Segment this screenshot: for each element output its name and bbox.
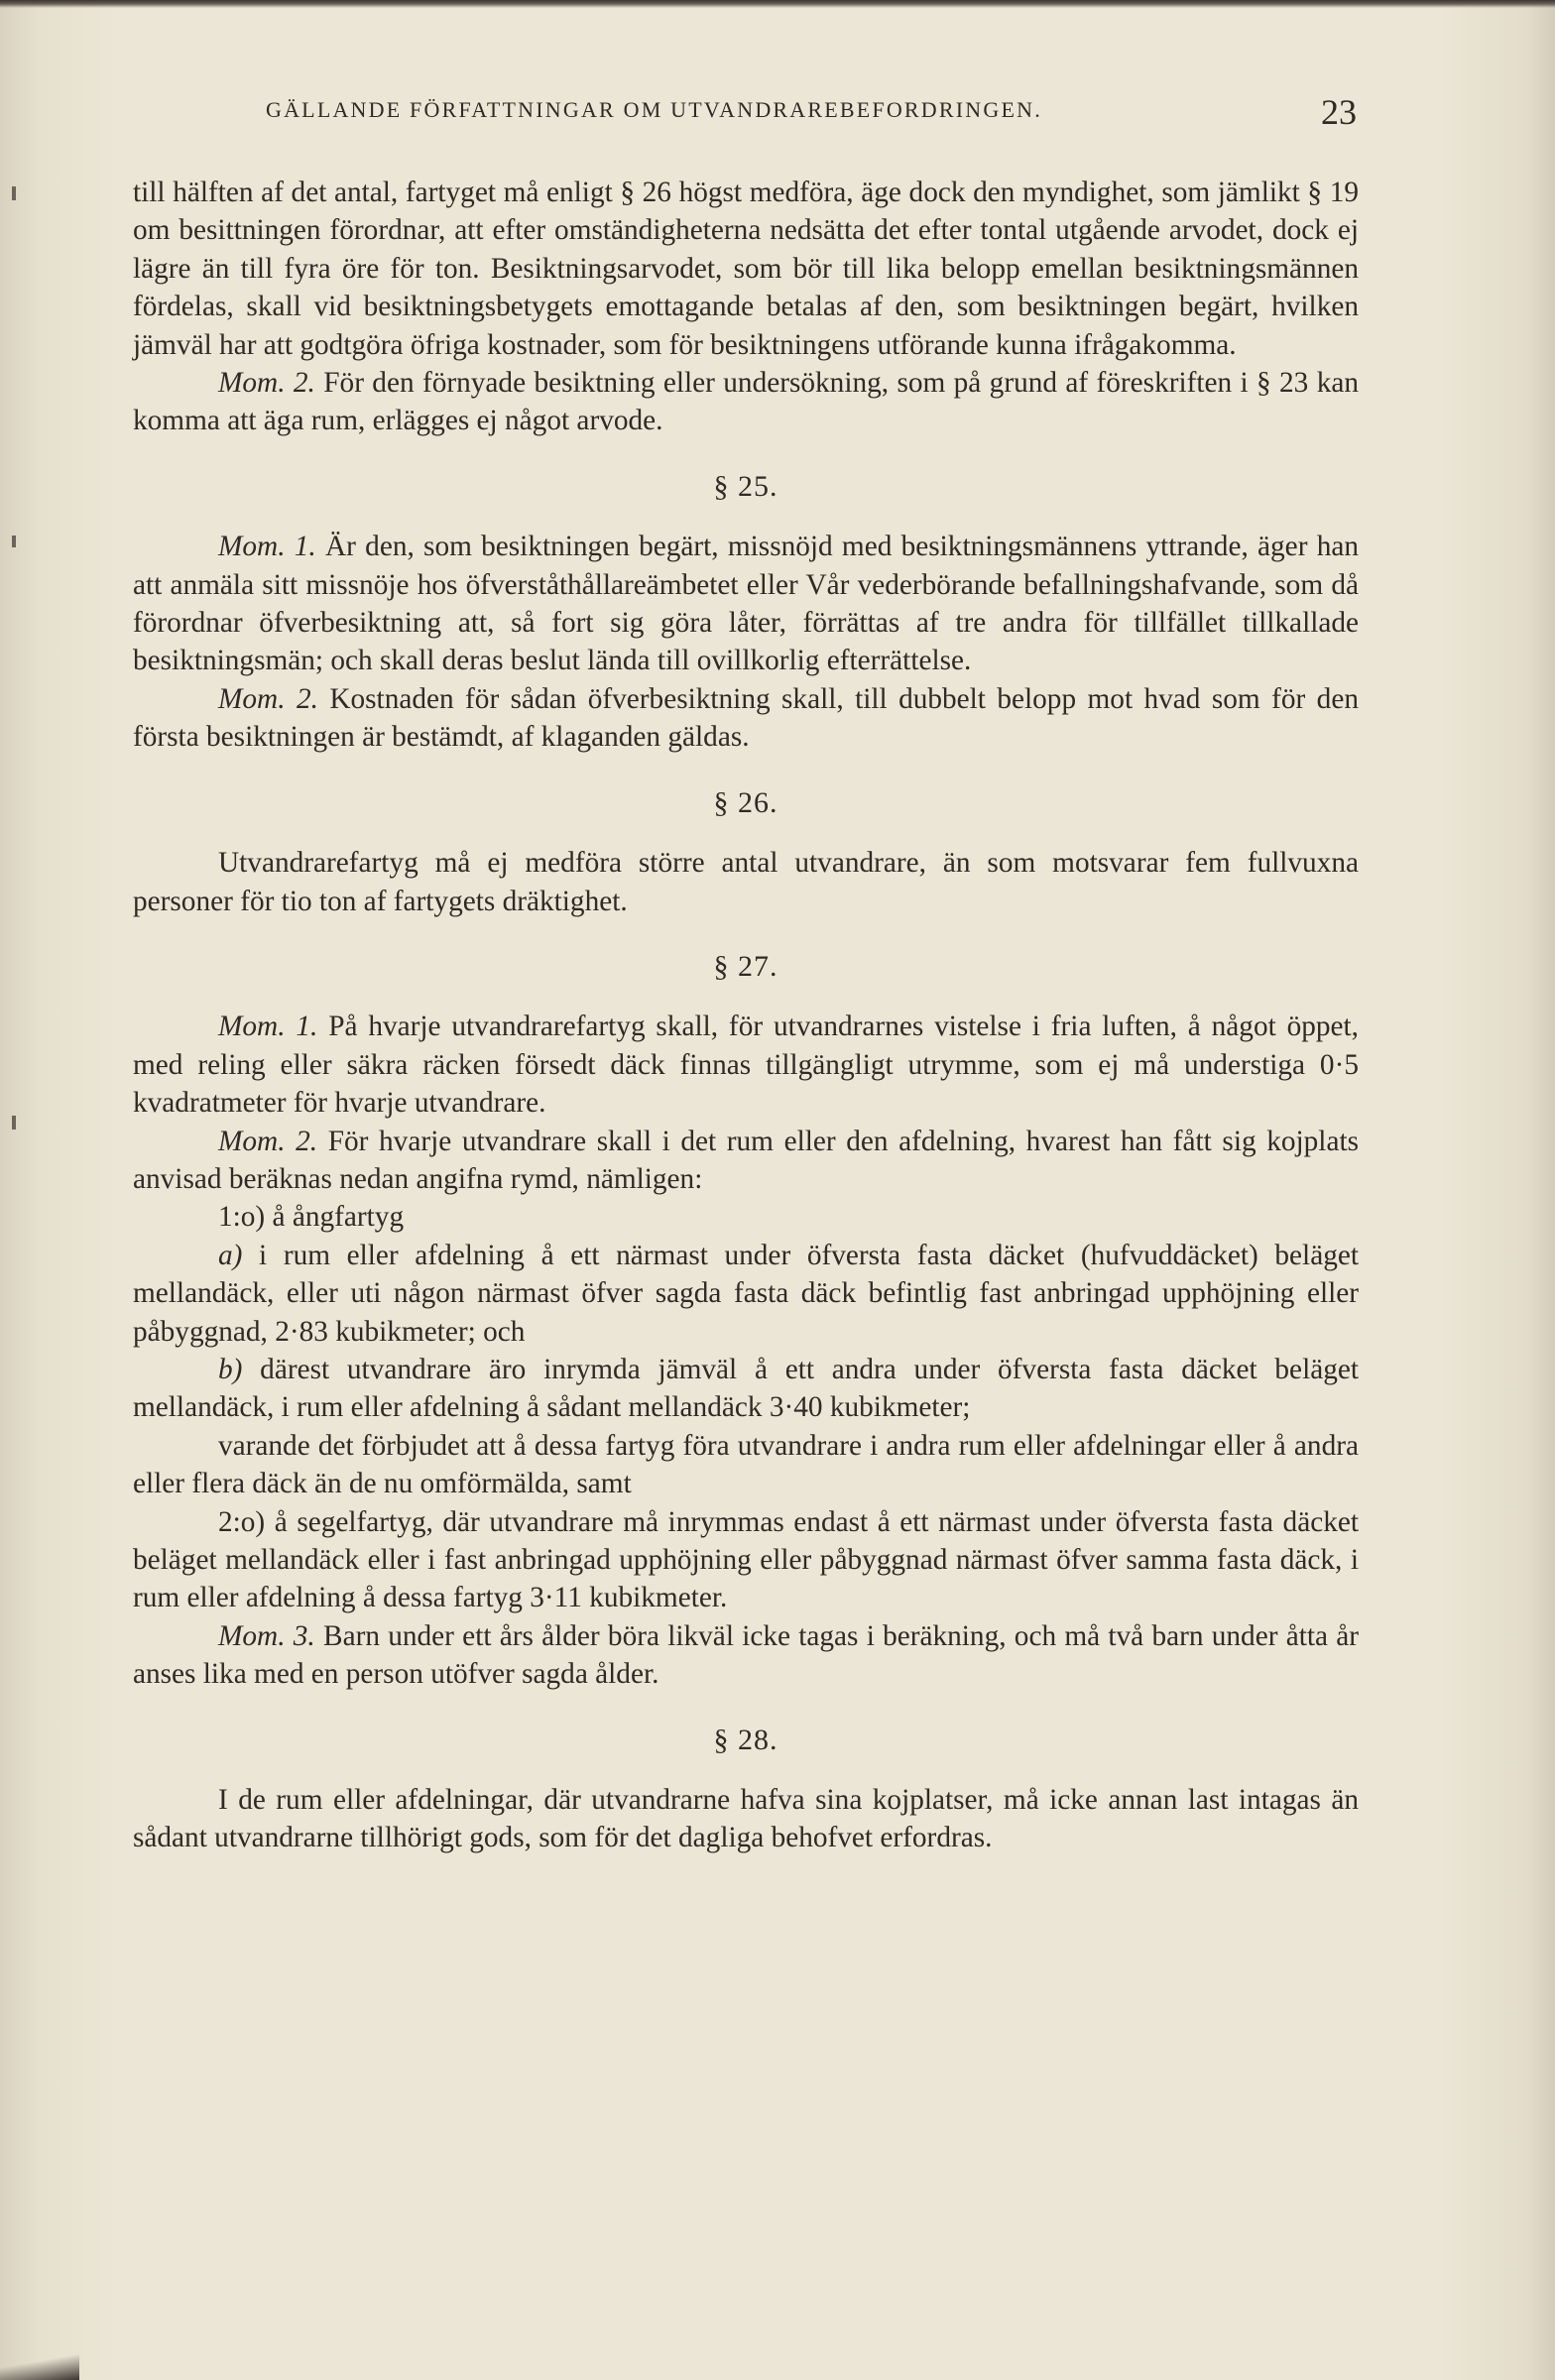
paragraph-text: varande det förbjudet att å dessa fartyg föra utvandrare i andra rum eller afdelningar eller å andra eller flera däck än de nu omförmälda, samt [133,1429,1359,1500]
paragraph-text: 1:o) å ångfartyg [218,1201,405,1234]
paragraph [133,1427,1359,1503]
paragraph-text: I de rum eller afdelningar, där utvandrarne hafva sina kojplatser, må icke annan last intagas än sådant utvandrarne tillhörigt gods, som för det dagliga behofvet erfordras. [133,1784,1359,1854]
paragraph [133,1503,1359,1617]
paragraph [133,1198,1359,1236]
margin-mark [12,536,16,547]
paragraph [133,528,1359,680]
paragraph-lead: Mom. 1. [218,531,316,563]
paragraph-lead: Mom. 2. [218,1125,318,1157]
section-heading: § 28. [713,1723,778,1756]
header-title: GÄLLANDE FÖRFATTNINGAR OM UTVANDRAREBEFORDRINGEN. [266,97,1042,122]
paragraph-text: För hvarje utvandrare skall i det rum eller den afdelning, hvarest han fått sig kojplats anvisad beräknas nedan angifna rymd, nämligen: [133,1125,1359,1195]
paragraph [133,1123,1359,1199]
running-header [266,92,1357,137]
paragraph [133,1008,1359,1122]
page-corner-shadow [0,2350,79,2380]
paragraph [133,1781,1359,1857]
paragraph-lead: b) [218,1353,243,1385]
paragraph-lead: Mom. 2. [218,682,318,715]
margin-mark [12,1116,16,1130]
paragraph-lead: Mom. 1. [218,1011,318,1043]
paragraph-lead: Mom. 3. [218,1619,315,1652]
paragraph-text: På hvarje utvandrarefartyg skall, för utvandrarnes vistelse i fria luften, å något öppet, med reling eller säkra räcken försedt däck finnas tillgängligt utrymme, som ej må understiga 0·5 kvadratmeter för hvarje utvandrare. [133,1011,1359,1120]
paragraph-text: till hälften af det antal, fartyget må enligt § 26 högst medföra, äge dock den myndighet, som jämlikt § 19 om besittningen förordnar, att efter omständigheterna nedsätta det efter tontal utgående arvodet, dock ej lägre än till fyra öre för ton. Besiktningsarvodet, som bör till lika belopp emellan besiktningsmännen fördelas, skall vid besiktningsbetygets emottagande betalas af den, som besiktningen begärt, hvilken jämväl har att godtgöra öfriga kostnader, som för besiktningens utförande kunna ifrågakomma. [133,177,1359,361]
paragraph-text: därest utvandrare äro inrymda jämväl å ett andra under öfversta fasta däcket beläget mellandäck, i rum eller afdelning å sådant mellandäck 3·40 kubikmeter; [133,1353,1359,1424]
margin-mark [12,186,16,200]
paragraph-lead: Mom. 2. [218,367,315,400]
paragraph [133,1617,1359,1694]
paragraph [133,174,1359,364]
paragraph [133,844,1359,920]
paragraph-text: Kostnaden för sådan öfverbesiktning skall, till dubbelt belopp mot hvad som för den första besiktningen är bestämdt, af klaganden gäldas. [133,682,1359,754]
section-heading: § 25. [713,469,778,503]
paragraph-text: Utvandrarefartyg må ej medföra större antal utvandrare, än som motsvarar fem fullvuxna personer för tio ton af fartygets dräktighet. [133,847,1359,917]
paragraph-text: i rum eller afdelning å ett närmast under öfversta fasta däcket (hufvuddäcket) beläget mellandäck, eller uti någon närmast öfver sagda fasta däck befintlig fast anbringad upphöjning eller påbyggnad, 2·83 kubikmeter; och [133,1239,1359,1348]
page-top-edge [0,0,1555,8]
paragraph-text: 2:o) å segelfartyg, där utvandrare må inrymmas endast å ett närmast under öfversta fasta däcket beläget mellandäck eller i fast anbringad upphöjning eller påbyggnad närmast öfver samma fasta däck, i rum eller afdelning å dessa fartyg 3·11 kubikmeter. [133,1505,1359,1614]
paragraph-text: För den förnyade besiktning eller undersökning, som på grund af föreskriften i § 23 kan komma att äga rum, erlägges ej något arvode. [133,367,1359,437]
paragraph-lead: a) [218,1239,243,1271]
page-body [133,174,1359,1857]
paragraph [133,1351,1359,1427]
paragraph [133,680,1359,757]
paragraph-text: Är den, som besiktningen begärt, missnöjd med besiktningsmännens yttrande, äger han att anmäla sitt missnöje hos öfverståthållareämbetet eller Vår vederbörande befallningshafvande, som då förordnar öfverbesiktning att, så fort sig göra låter, förrättas af tre andra för tillfället tillkallade besiktningsmän; och skall deras beslut lända till ovillkorlig efterrättelse. [133,531,1359,677]
section-heading: § 27. [713,949,778,983]
paragraph [133,1237,1359,1351]
paragraph [133,364,1359,440]
section-heading: § 26. [713,785,778,819]
page-number: 23 [1321,92,1357,132]
paragraph-text: Barn under ett års ålder böra likväl icke tagas i beräkning, och må två barn under åtta år anses lika med en person utöfver sagda ålder. [133,1619,1359,1691]
